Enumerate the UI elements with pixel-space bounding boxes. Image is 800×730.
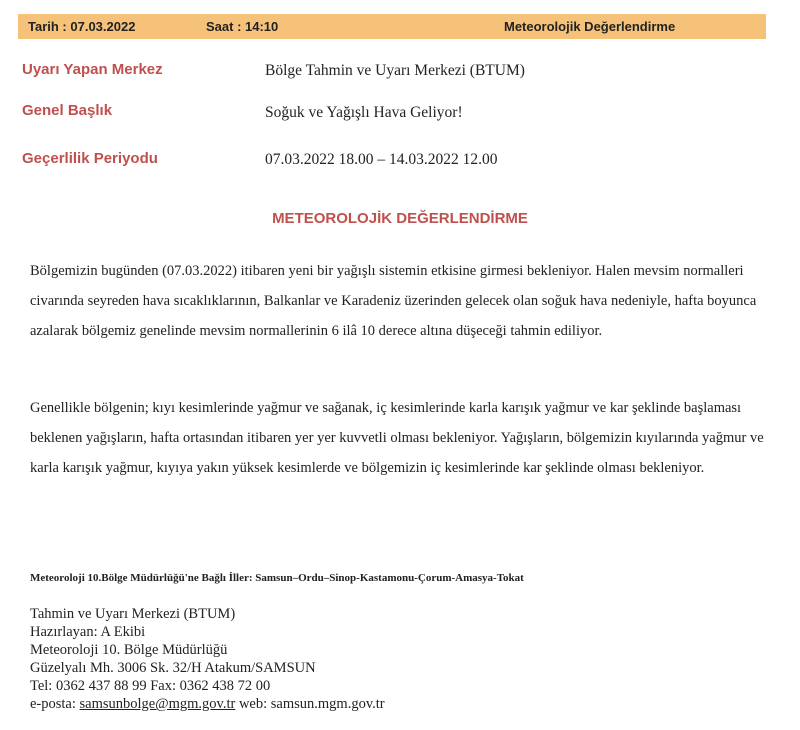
header-title: Meteorolojik Değerlendirme [504,19,676,34]
provinces-line: Meteoroloji 10.Bölge Müdürlüğü'ne Bağlı İller: Samsun–Ordu–Sinop-Kastamonu-Çorum-Amasya-Tokat [30,572,524,584]
validity-value: 07.03.2022 18.00 – 14.03.2022 12.00 [265,151,498,168]
email-link[interactable]: samsunbolge@mgm.gov.tr [79,696,236,712]
contact-links [30,695,385,713]
contact-office: Meteoroloji 10. Bölge Müdürlüğü [30,642,228,658]
issuer-label: Uyarı Yapan Merkez [22,61,163,78]
contact-block [30,605,385,713]
web-text: samsun.mgm.gov.tr [270,696,385,712]
email-label: e-posta: [30,696,76,712]
headline-label: Genel Başlık [22,102,113,119]
time-text: Saat : 14:10 [206,19,279,34]
validity-label: Geçerlilik Periyodu [22,150,158,167]
headline-value: Soğuk ve Yağışlı Hava Geliyor! [265,104,463,121]
contact-center: Tahmin ve Uyarı Merkezi (BTUM) [30,606,236,622]
paragraph-2: Genellikle bölgenin; kıyı kesimlerinde yağmur ve sağanak, iç kesimlerinde karla karışık yağmur ve kar şeklinde başlaması beklenen yağışların, hafta ortasından itibaren yer yer kuvvetli olması bekleniyor. Yağışların, bölgemizin kıyılarında yağmur ve karla karışık yağmur, kıyıya yakın yüksek kesimlerde ve bölgemizin iç kesimlerinde kar şeklinde olması bekleniyor. [30,400,764,476]
paragraph-1: Bölgemizin bugünden (07.03.2022) itibaren yeni bir yağışlı sistemin etkisine girmesi bekleniyor. Halen mevsim normalleri civarında seyreden hava sıcaklıklarının, Balkanlar ve Karadeniz üzerinden gelecek olan soğuk hava nedeniyle, hafta boyunca azalarak bölgemiz genelinde mevsim normallerinin 6 ilâ 10 derece altına düşeceği tahmin ediliyor. [30,263,757,339]
web-label: web: [238,696,268,712]
date-text: Tarih : 07.03.2022 [28,19,136,34]
contact-prepared: Hazırlayan: A Ekibi [30,624,146,640]
issuer-value: Bölge Tahmin ve Uyarı Merkezi (BTUM) [265,62,525,79]
section-title: METEOROLOJİK DEĞERLENDİRME [272,210,528,227]
contact-address: Güzelyalı Mh. 3006 Sk. 32/H Atakum/SAMSUN [30,660,316,676]
contact-phone: Tel: 0362 437 88 99 Fax: 0362 438 72 00 [30,678,271,694]
header-bar [18,14,766,39]
